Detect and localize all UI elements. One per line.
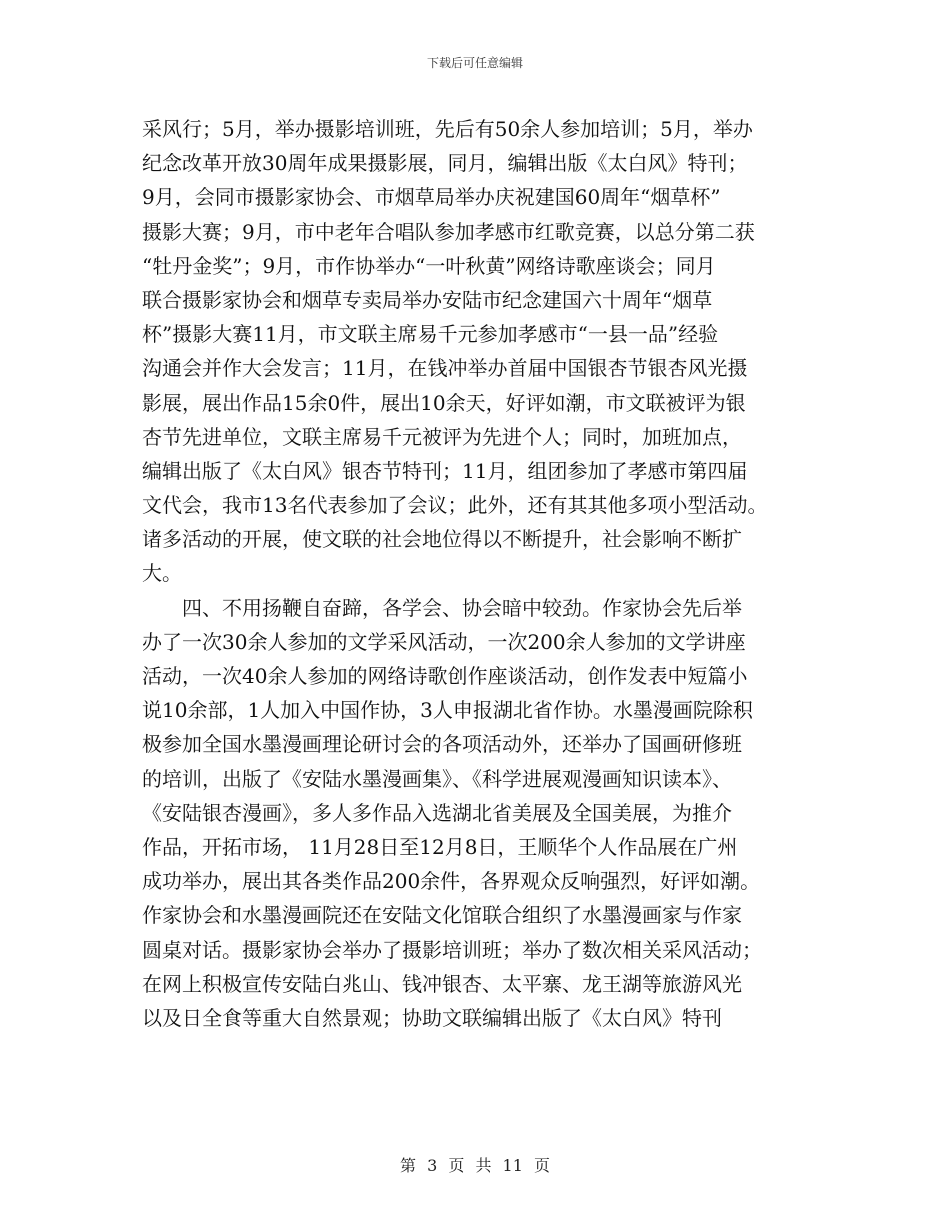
text-line: 采风行；5月，举办摄影培训班，先后有50余人参加培训；5月，举办 — [142, 117, 753, 141]
text-line: 杯”摄影大赛11月，市文联主席易千元参加孝感市“一县一品”经验 — [142, 322, 719, 347]
text-line: 联合摄影家协会和烟草专卖局举办安陆市纪念建国六十周年“烟草 — [142, 287, 713, 312]
text-line: 文代会，我市13名代表参加了会议；此外，还有其其他多项小型活动。 — [142, 493, 768, 518]
text-line: 《安陆银杏漫画》，多人多作品入选湖北省美展及全国美展，为推介 — [142, 800, 732, 825]
document-body — [142, 112, 810, 1035]
text-line: 诸多活动的开展，使文联的社会地位得以不断提升，社会影响不断扩 — [142, 527, 742, 552]
text-line: 纪念改革开放30周年成果摄影展，同月，编辑出版《太白风》特刊； — [142, 151, 748, 176]
page-number-footer: 第 3 页 共 11 页 — [400, 1156, 550, 1175]
text-line: 编辑出版了《太白风》银杏节特刊；11月，组团参加了孝感市第四届 — [142, 458, 748, 483]
text-line: 活动，一次40余人参加的网络诗歌创作座谈活动，创作发表中短篇小 — [142, 664, 748, 688]
text-line: 四、不用扬鞭自奋蹄，各学会、协会暗中较劲。作家协会先后举 — [142, 595, 742, 620]
text-line: 的培训，出版了《安陆水墨漫画集》、《科学进展观漫画知识读本》、 — [142, 766, 732, 791]
text-line: 9月，会同市摄影家协会、市烟草局举办庆祝建国60周年“烟草杯” — [142, 185, 721, 210]
text-line: 圆桌对话。摄影家协会举办了摄影培训班；举办了数次相关采风活动； — [142, 937, 762, 962]
text-line: 杏节先进单位，文联主席易千元被评为先进个人；同时，加班加点， — [142, 424, 742, 449]
text-line: 在网上积极宣传安陆白兆山、钱冲银杏、太平寨、龙王湖等旅游风光 — [142, 971, 742, 996]
text-line: 作品，开拓市场， 11月28日至12月8日，王顺华个人作品展在广州 — [142, 834, 738, 859]
text-line: “牡丹金奖”；9月，市作协举办“一叶秋黄”网络诗歌座谈会；同月 — [142, 253, 716, 278]
text-line: 摄影大赛；9月，市中老年合唱队参加孝感市红歌竞赛，以总分第二获 — [142, 219, 755, 244]
text-line: 成功举办，展出其各类作品200余件，各界观众反响强烈，好评如潮。 — [142, 869, 761, 894]
text-line: 影展，展出作品15余0件，展出10余天，好评如潮，市文联被评为银 — [142, 390, 746, 415]
text-line: 沟通会并作大会发言；11月，在钱冲举办首届中国银杏节银杏风光摄 — [142, 356, 748, 381]
text-line: 办了一次30余人参加的文学采风活动，一次200余人参加的文学讲座 — [142, 629, 746, 654]
text-line: 大。 — [142, 561, 182, 586]
text-line: 以及日全食等重大自然景观；协助文联编辑出版了《太白风》特刊 — [142, 1005, 722, 1030]
page-header: 下载后可任意编辑 — [426, 56, 523, 70]
text-line: 说10余部，1人加入中国作协，3人申报湖北省作协。水墨漫画院除积 — [142, 698, 753, 723]
text-line: 极参加全国水墨漫画理论研讨会的各项活动外，还举办了国画研修班 — [142, 732, 742, 757]
text-line: 作家协会和水墨漫画院还在安陆文化馆联合组织了水墨漫画家与作家 — [142, 903, 742, 928]
